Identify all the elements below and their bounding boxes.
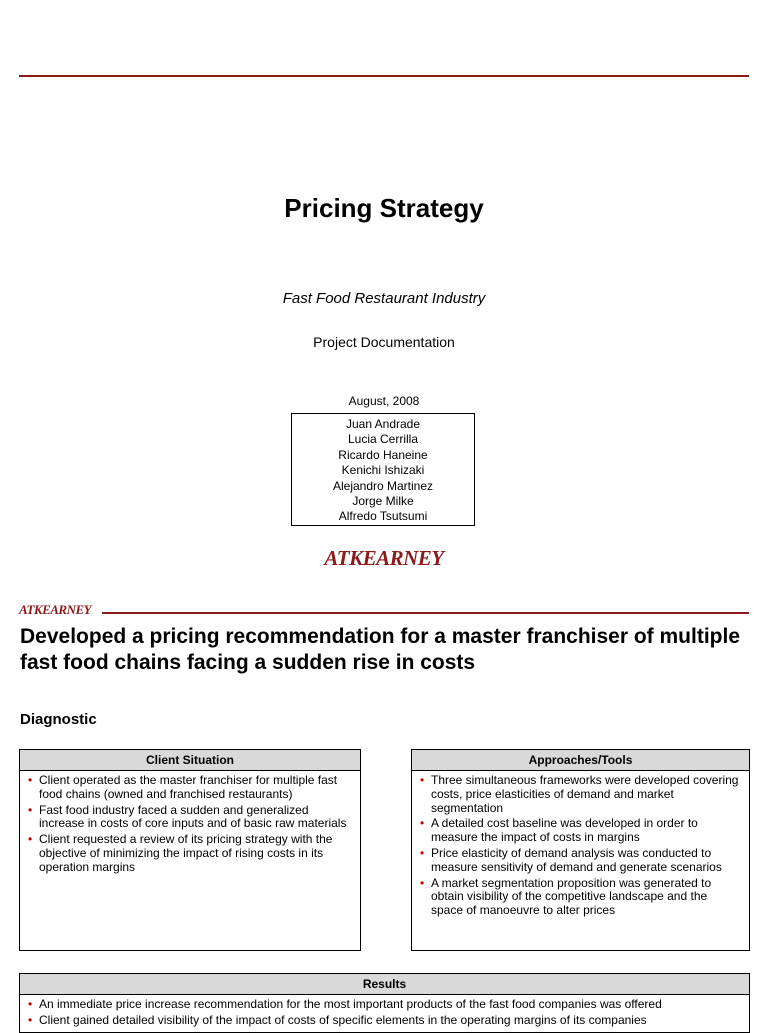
- top-rule: [19, 75, 749, 77]
- author-name: Juan Andrade: [345, 417, 421, 431]
- client-situation-header: Client Situation: [20, 750, 360, 771]
- bullet-text: An immediate price increase recommendation for the most important products of the fast food companies was offered: [39, 997, 662, 1011]
- list-item: [28, 1014, 741, 1028]
- author-name: Alfredo Tsutsumi: [338, 509, 428, 524]
- bullet-text: Client gained detailed visibility of the impact of costs of specific elements in the operating margins of its companies: [39, 1012, 647, 1027]
- client-situation-panel: [19, 749, 361, 951]
- bullet-text: Client operated as the master franchiser for multiple fast food chains (owned and franchised restaurants): [39, 773, 338, 801]
- author-name: Lucia Cerrilla: [347, 432, 419, 447]
- bullet-icon: •: [420, 816, 425, 831]
- approaches-tools-header: Approaches/Tools: [412, 750, 749, 771]
- slide-header-rule: [102, 612, 749, 614]
- list-item: [28, 998, 741, 1012]
- list-item: [420, 847, 741, 875]
- list-item: [420, 774, 741, 815]
- author-name: Kenichi Ishizaki: [341, 463, 425, 478]
- list-item: [420, 877, 741, 918]
- author-name: Ricardo Haneine: [338, 447, 428, 462]
- bullet-text: A market segmentation proposition was generated to obtain visibility of the competitive landscape and the space of manoeuvre to alter prices: [431, 875, 712, 918]
- cover-logo: ATKEARNEY: [324, 546, 444, 570]
- slide-title: Developed a pricing recommendation for a master franchiser of multiple fast food chains facing a sudden rise in costs: [20, 625, 741, 674]
- authors-box: [291, 413, 475, 526]
- bullet-text: Fast food industry faced a sudden and generalized increase in costs of core inputs and of basic raw materials: [39, 802, 347, 831]
- cover-date: August, 2008: [348, 394, 420, 408]
- results-list: [20, 995, 749, 1028]
- bullet-icon: •: [28, 1012, 33, 1027]
- bullet-icon: •: [28, 773, 33, 787]
- bullet-icon: •: [28, 802, 33, 817]
- author-name: Alejandro Martinez: [332, 478, 434, 493]
- approaches-tools-panel: [411, 749, 750, 951]
- bullet-icon: •: [420, 875, 425, 890]
- results-panel: [19, 973, 750, 1033]
- cover-subtitle: Fast Food Restaurant Industry: [282, 290, 486, 307]
- bullet-text: Three simultaneous frameworks were developed covering costs, price elasticities of demand and market segmentation: [431, 773, 739, 815]
- bullet-icon: •: [420, 773, 425, 787]
- client-situation-list: [20, 771, 360, 875]
- results-header: Results: [20, 974, 749, 995]
- bullet-icon: •: [420, 845, 425, 860]
- list-item: [28, 833, 352, 874]
- section-heading: Diagnostic: [20, 711, 97, 728]
- author-name: Jorge Milke: [352, 494, 414, 509]
- cover-title: Pricing Strategy: [284, 193, 484, 223]
- list-item: [420, 817, 741, 845]
- cover-doc-type: Project Documentation: [313, 334, 455, 350]
- list-item: [28, 804, 352, 832]
- bullet-icon: •: [28, 832, 33, 847]
- bullet-text: Client requested a review of its pricing strategy with the objective of minimizing the impact of rising costs in its operation margins: [39, 832, 333, 874]
- bullet-text: Price elasticity of demand analysis was conducted to measure sensitivity of demand and generate scenarios: [431, 845, 722, 874]
- bullet-text: A detailed cost baseline was developed in order to measure the impact of costs in margins: [431, 816, 698, 845]
- approaches-tools-list: [412, 771, 749, 918]
- list-item: [28, 774, 352, 802]
- slide-logo: ATKEARNEY: [19, 602, 92, 617]
- bullet-icon: •: [28, 997, 33, 1011]
